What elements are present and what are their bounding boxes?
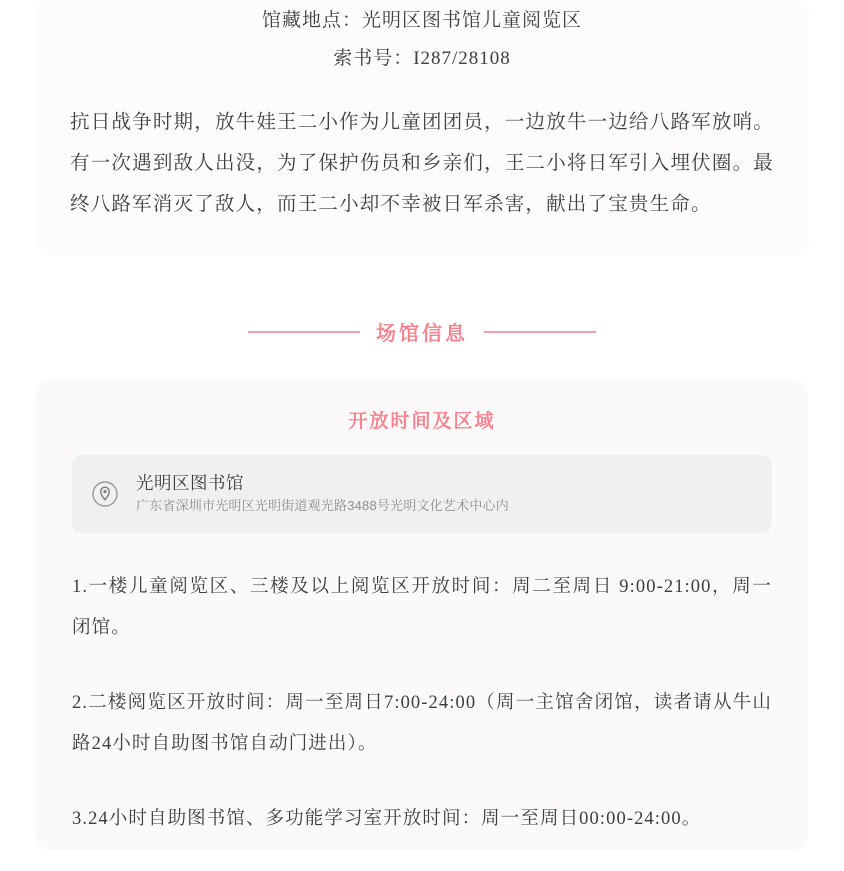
- venue-address-text: [136, 471, 509, 517]
- call-number-line: 索书号：I287/28108: [333, 48, 511, 69]
- list-item: 2.二楼阅览区开放时间：周一至周日7:00-24:00（周一主馆舍闭馆，读者请从牛山路24小时自助图书馆自动门进出）。: [72, 693, 772, 754]
- list-item: 3.24小时自助图书馆、多功能学习室开放时间：周一至周日00:00-24:00。: [72, 809, 702, 829]
- venue-info-card: [36, 380, 808, 850]
- info-card-title: 开放时间及区域: [348, 411, 496, 432]
- venue-address-box[interactable]: [72, 455, 772, 533]
- opening-hours-list: [38, 567, 806, 850]
- collection-location-line: 馆藏地点：光明区图书馆儿童阅览区: [261, 10, 582, 31]
- section-divider: [0, 317, 844, 346]
- divider-line-left: [248, 331, 360, 333]
- book-description-text: 抗日战争时期，放牛娃王二小作为儿童团团员，一边放牛一边给八路军放哨。有一次遇到敌人出没，为了保护伤员和乡亲们，王二小将日军引入埋伏圈。最终八路军消灭了敌人，而王二小却不幸被日军杀害，献出了宝贵生命。: [70, 112, 774, 215]
- book-description-card: [36, 0, 808, 255]
- book-meta-header: [36, 0, 808, 78]
- venue-name: 光明区图书馆: [136, 473, 244, 493]
- location-pin-icon: [90, 479, 120, 509]
- section-title: 场馆信息: [376, 323, 468, 345]
- venue-address: 广东省深圳市光明区光明街道观光路3488号光明文化艺术中心内: [136, 498, 509, 513]
- divider-line-right: [484, 331, 596, 333]
- list-item: 1.一楼儿童阅览区、三楼及以上阅览区开放时间：周二至周日 9:00-21:00，周一闭馆。: [72, 577, 772, 638]
